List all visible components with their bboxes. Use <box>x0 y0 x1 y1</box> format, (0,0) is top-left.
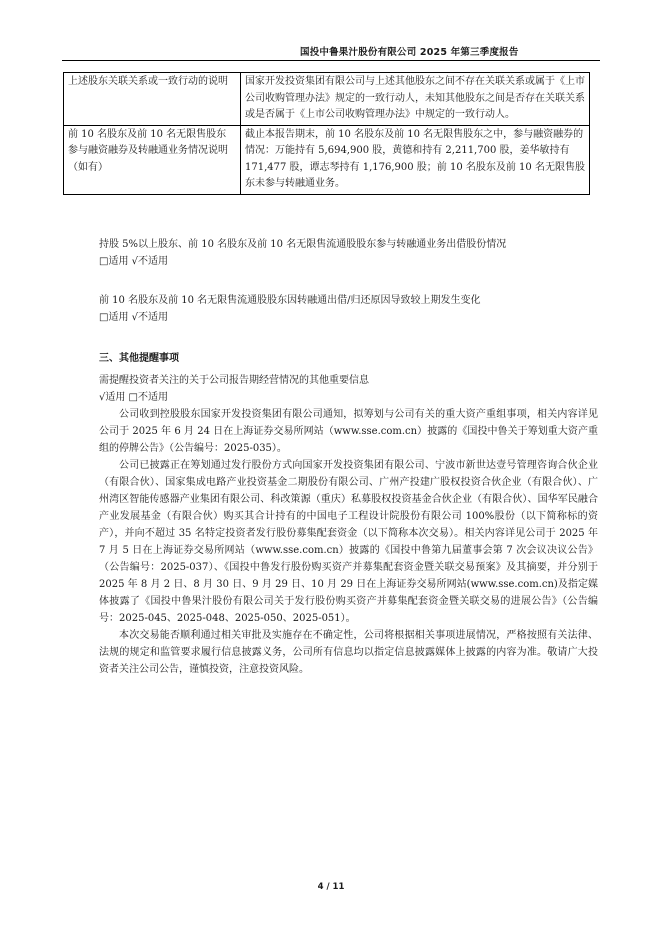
section-options: √适用 □不适用 <box>99 392 168 403</box>
change-options: □适用 √不适用 <box>99 312 168 323</box>
page-number: 4 / 11 <box>317 882 345 892</box>
report-header-title: 国投中鲁果汁股份有限公司 2025 年第三季度报告 <box>300 47 519 58</box>
table-cell-label: 前 10 名股东及前 10 名无限售股东参与融资融券及转融通业务情况说明（如有） <box>64 125 241 194</box>
paragraph-restructuring-notice: 公司收到控股股东国家开发投资集团有限公司通知，拟筹划与公司有关的重大资产重组事项，相关内容详见公司于 2025 年 6 月 24 日在上海证券交易所网站（www.sse.com.cn）披露的《国投中鲁关于筹划重大资产重组的停牌公告》（公告编号：2025-035）。 <box>99 409 598 454</box>
lending-options: □适用 √不适用 <box>99 256 168 267</box>
table-cell-content: 国家开发投资集团有限公司与上述其他股东之间不存在关联关系或属于《上市公司收购管理办法》规定的一致行动人，未知其他股东之间是否存在关联关系或是否属于《上市公司收购管理办法》中规定的一致行动人。 <box>241 73 590 126</box>
table-cell-content: 截止本报告期末，前 10 名股东及前 10 名无限售股东之中，参与融资融券的情况：万能持有 5,694,900 股，黄德和持有 2,211,700 股，姜华敏持有 171,477 股，谭志琴持有 1,176,900 股；前 10 名股东及前 10 名无限售股东未参与转融通业务。 <box>241 125 590 194</box>
table-row <box>64 125 590 194</box>
change-section <box>99 292 598 326</box>
change-title: 前 10 名股东及前 10 名无限售流通股股东因转融通出借/归还原因导致较上期发生变化 <box>99 295 481 306</box>
other-matters-section <box>99 350 598 678</box>
paragraph-transaction-details: 公司已披露正在筹划通过发行股份方式向国家开发投资集团有限公司、宁波市新世达壹号管理咨询合伙企业（有限合伙）、国家集成电路产业投资基金二期股份有限公司、广州产投建广股权投资合伙企业（有限合伙）、广州湾区智能传感器产业集团有限公司、科改策源（重庆）私募股权投资基金合伙企业（有限合伙）、国华军民融合产业发展基金（有限合伙）购买其合计持有的中国电子工程设计院股份有限公司 100%股份（以下简称标的资产），并向不超过 35 名特定投资者发行股份募集配套资金（以下简称本次交易）。相关内容详见公司于 2025 年 7 月 5 日在上海证券交易所网站（www.sse.com.cn）披露的《国投中鲁第九届董事会第 7 次会议决议公告》（公告编号：2025-037）、《国投中鲁发行股份购买资产并募集配套资金暨关联交易预案》及其摘要，并分别于 2025 年 8 月 2 日、8 月 30 日、9 月 29 日、10 月 29 日在上海证券交易所网站(www.sse.com.cn)及指定媒体披露了《国投中鲁果汁股份有限公司关于发行股份购买资产并募集配套资金暨关联交易的进展公告》（公告编号：2025-045、2025-048、2025-050、2025-051）。 <box>99 460 598 624</box>
paragraph-risk-warning: 本次交易能否顺利通过相关审批及实施存在不确定性，公司将根据相关事项进展情况，严格按照有关法律、法规的规定和监管要求履行信息披露义务，公司所有信息均以指定信息披露媒体上披露的内容为准。敬请广大投资者关注公司公告，谨慎投资，注意投资风险。 <box>99 630 598 675</box>
shareholder-relationship-table <box>63 72 590 195</box>
lending-section <box>99 236 598 270</box>
section-title: 三、其他提醒事项 <box>99 353 179 364</box>
header-divider <box>62 60 600 61</box>
table-row <box>64 73 590 126</box>
table-cell-label: 上述股东关联关系或一致行动的说明 <box>64 73 241 126</box>
lending-title: 持股 5%以上股东、前 10 名股东及前 10 名无限售流通股股东参与转融通业务出借股份情况 <box>99 239 507 250</box>
section-intro: 需提醒投资者关注的关于公司报告期经营情况的其他重要信息 <box>99 375 369 386</box>
